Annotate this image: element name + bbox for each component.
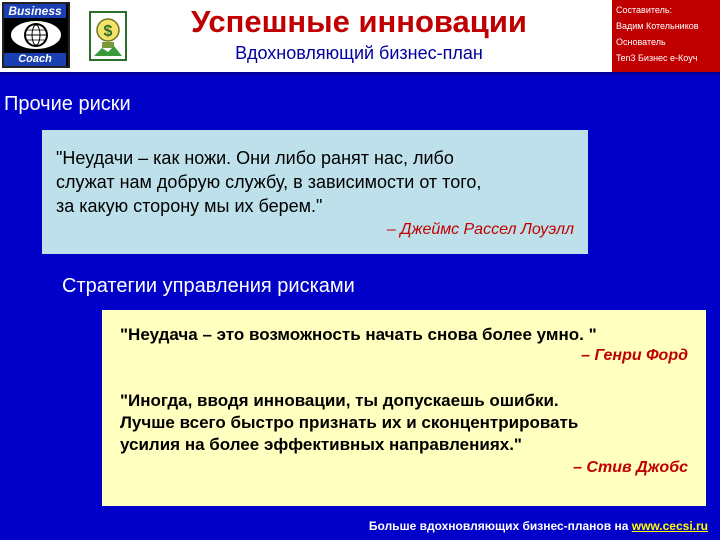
author-label: Составитель: — [616, 5, 673, 15]
quote-line: служат нам добрую службу, в зависимости от того, — [56, 172, 482, 192]
quote-box-ford-jobs — [102, 310, 706, 506]
quote-line: усилия на более эффективных направлениях." — [120, 435, 522, 454]
dollar-lightbulb-icon — [88, 10, 128, 62]
quote-jobs-text — [120, 390, 690, 456]
author-role: Основатель — [616, 37, 666, 47]
quote-line: Лучше всего быстро признать их и сконцентрировать — [120, 413, 579, 432]
section-other-risks-title: Прочие риски — [4, 93, 131, 115]
quote-line: "Неудачи – как ножи. Они либо ранят нас, либо — [56, 148, 454, 168]
quote-box-lowell — [42, 130, 588, 254]
footer-text: Больше вдохновляющих бизнес-планов на — [368, 519, 632, 533]
author-info-box — [612, 0, 720, 72]
page-subtitle: Вдохновляющий бизнес-план — [235, 43, 483, 63]
eye-globe-icon — [8, 18, 64, 52]
footer-link[interactable]: www.cecsi.ru — [631, 519, 708, 533]
svg-text:$: $ — [103, 23, 113, 40]
footer — [369, 518, 708, 534]
section-risk-strategies-title: Стратегии управления рисками — [62, 275, 355, 297]
quote-line: за какую сторону мы их берем." — [56, 196, 323, 216]
slide-header — [0, 0, 720, 75]
quote-ford-author: – Генри Форд — [581, 347, 688, 364]
logo-top-text: Business — [4, 4, 66, 18]
author-name: Вадим Котельников — [616, 21, 699, 31]
business-coach-logo — [2, 2, 70, 68]
quote-author: – Джеймс Рассел Лоуэлл — [386, 221, 574, 238]
logo-bottom-text: Coach — [4, 53, 66, 66]
quote-jobs-author: – Стив Джобс — [573, 459, 688, 476]
author-company: Ten3 Бизнес е-Коуч — [616, 53, 698, 63]
quote-line: "Иногда, вводя инновации, ты допускаешь ошибки. — [120, 391, 559, 410]
page-title: Успешные инновации — [191, 4, 527, 39]
quote-ford-text: "Неудача – это возможность начать снова более умно. " — [120, 325, 597, 344]
